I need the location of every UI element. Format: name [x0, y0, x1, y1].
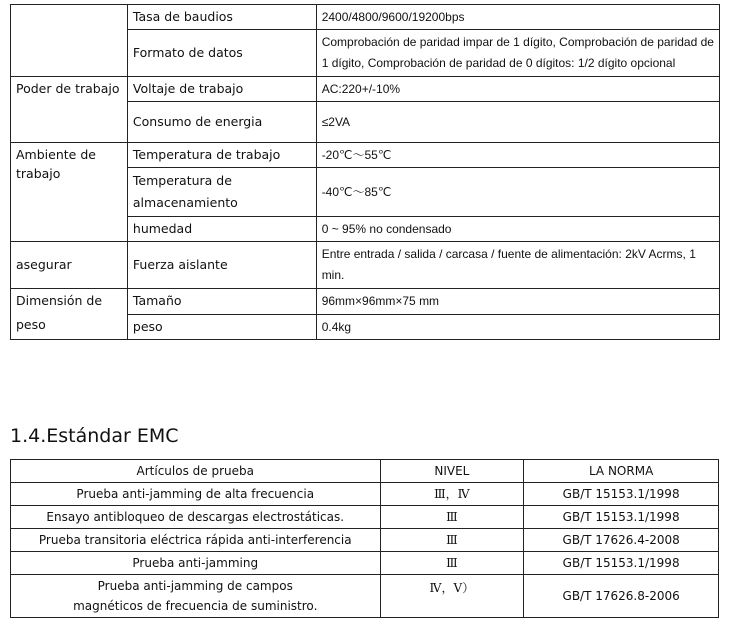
emc-level-cell: Ⅲ [380, 552, 524, 575]
spec-item-cell: Tasa de baudios [127, 5, 316, 30]
emc-standard-cell: GB/T 15153.1/1998 [524, 483, 719, 506]
table-row [11, 289, 720, 315]
spec-item-cell: Temperatura de trabajo [127, 143, 316, 168]
table-row [11, 77, 720, 102]
spec-group-cell: Poder de trabajo [11, 77, 128, 143]
spec-value-cell: Entre entrada / salida / carcasa / fuente de alimentación: 2kV Acrms, 1 min. [316, 242, 719, 289]
emc-item-cell: Ensayo antibloqueo de descargas electrostáticas. [11, 506, 381, 529]
spec-value-cell: -20℃～55℃ [316, 143, 719, 168]
spec-value-cell: ≤2VA [316, 102, 719, 143]
spec-item-cell: humedad [127, 217, 316, 242]
emc-item-cell: Prueba anti-jamming de alta frecuencia [11, 483, 381, 506]
spec-group-cell: Ambiente de trabajo [11, 143, 128, 242]
emc-level-cell: Ⅲ，Ⅳ [380, 483, 524, 506]
column-header: NIVEL [380, 460, 524, 483]
table-row [11, 552, 719, 575]
emc-table [10, 459, 719, 618]
spec-value-cell: 2400/4800/9600/19200bps [316, 5, 719, 30]
column-header: LA NORMA [524, 460, 719, 483]
spec-table [10, 4, 720, 340]
table-row [11, 242, 720, 289]
column-header: Artículos de prueba [11, 460, 381, 483]
spec-item-cell: Temperatura de almacenamiento [127, 168, 316, 217]
table-row [11, 575, 719, 618]
emc-standard-cell: GB/T 17626.4-2008 [524, 529, 719, 552]
table-row [11, 5, 720, 30]
section-heading: 1.4.Estándar EMC [10, 425, 179, 447]
spec-value-cell: AC:220+/-10% [316, 77, 719, 102]
emc-item-cell: Prueba anti-jamming de campos magnéticos de frecuencia de suministro. [11, 575, 381, 618]
spec-item-cell: Fuerza aislante [127, 242, 316, 289]
spec-value-cell: Comprobación de paridad impar de 1 dígito, Comprobación de paridad de 1 dígito, Comprobación de paridad de 0 dígitos: 1/2 dígito opcional [316, 30, 719, 77]
emc-item-cell: Prueba anti-jamming [11, 552, 381, 575]
table-row [11, 529, 719, 552]
table-header-row [11, 460, 719, 483]
spec-value-cell: 0 ~ 95% no condensado [316, 217, 719, 242]
table-row [11, 483, 719, 506]
spec-item-cell: Voltaje de trabajo [127, 77, 316, 102]
emc-standard-cell: GB/T 17626.8-2006 [524, 575, 719, 618]
emc-level-cell: Ⅲ [380, 529, 524, 552]
spec-value-cell: 96mm×96mm×75 mm [316, 289, 719, 315]
spec-group-cell: Dimensión de peso [11, 289, 128, 340]
table-row [11, 506, 719, 529]
emc-standard-cell: GB/T 15153.1/1998 [524, 506, 719, 529]
spec-item-cell: peso [127, 314, 316, 340]
emc-level-cell: Ⅳ，Ⅴ） [380, 575, 524, 618]
spec-item-cell: Formato de datos [127, 30, 316, 77]
spec-item-cell: Tamaño [127, 289, 316, 315]
spec-item-cell: Consumo de energia [127, 102, 316, 143]
emc-level-cell: Ⅲ [380, 506, 524, 529]
table-row [11, 143, 720, 168]
spec-value-cell: -40℃～85℃ [316, 168, 719, 217]
spec-group-cell: asegurar [11, 242, 128, 289]
emc-standard-cell: GB/T 15153.1/1998 [524, 552, 719, 575]
emc-item-cell: Prueba transitoria eléctrica rápida anti-interferencia [11, 529, 381, 552]
spec-group-cell [11, 5, 128, 77]
spec-value-cell: 0.4kg [316, 314, 719, 340]
